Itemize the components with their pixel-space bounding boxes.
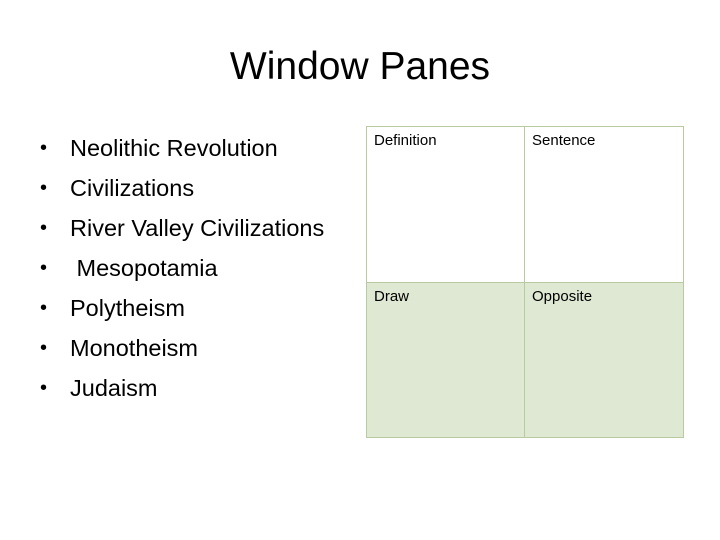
- list-item-text: Monotheism: [70, 335, 198, 361]
- list-item-text: Civilizations: [70, 175, 195, 201]
- list-item-text: Judaism: [70, 375, 158, 401]
- bullet-icon: •: [40, 217, 48, 239]
- pane-label: Sentence: [532, 132, 596, 149]
- pane-opposite: [525, 283, 683, 437]
- pane-label: Definition: [374, 132, 437, 149]
- list-item-text: River Valley Civilizations: [70, 215, 325, 241]
- pane-draw: [367, 283, 525, 437]
- bullet-icon: •: [40, 337, 48, 359]
- pane-label: Draw: [374, 288, 410, 305]
- bullet-icon: •: [40, 377, 48, 399]
- bullet-icon: •: [40, 257, 48, 279]
- list-item-text: Neolithic Revolution: [70, 135, 278, 161]
- pane-definition: [367, 127, 525, 283]
- slide-title: Window Panes: [229, 45, 491, 88]
- list-item-text: Polytheism: [70, 295, 185, 321]
- pane-sentence: [525, 127, 683, 283]
- pane-label: Opposite: [532, 288, 593, 305]
- bullet-icon: •: [40, 177, 48, 199]
- window-panes-grid: [366, 126, 684, 438]
- bullet-icon: •: [40, 137, 48, 159]
- bullet-icon: •: [40, 297, 48, 319]
- list-item-text: Mesopotamia: [70, 255, 218, 281]
